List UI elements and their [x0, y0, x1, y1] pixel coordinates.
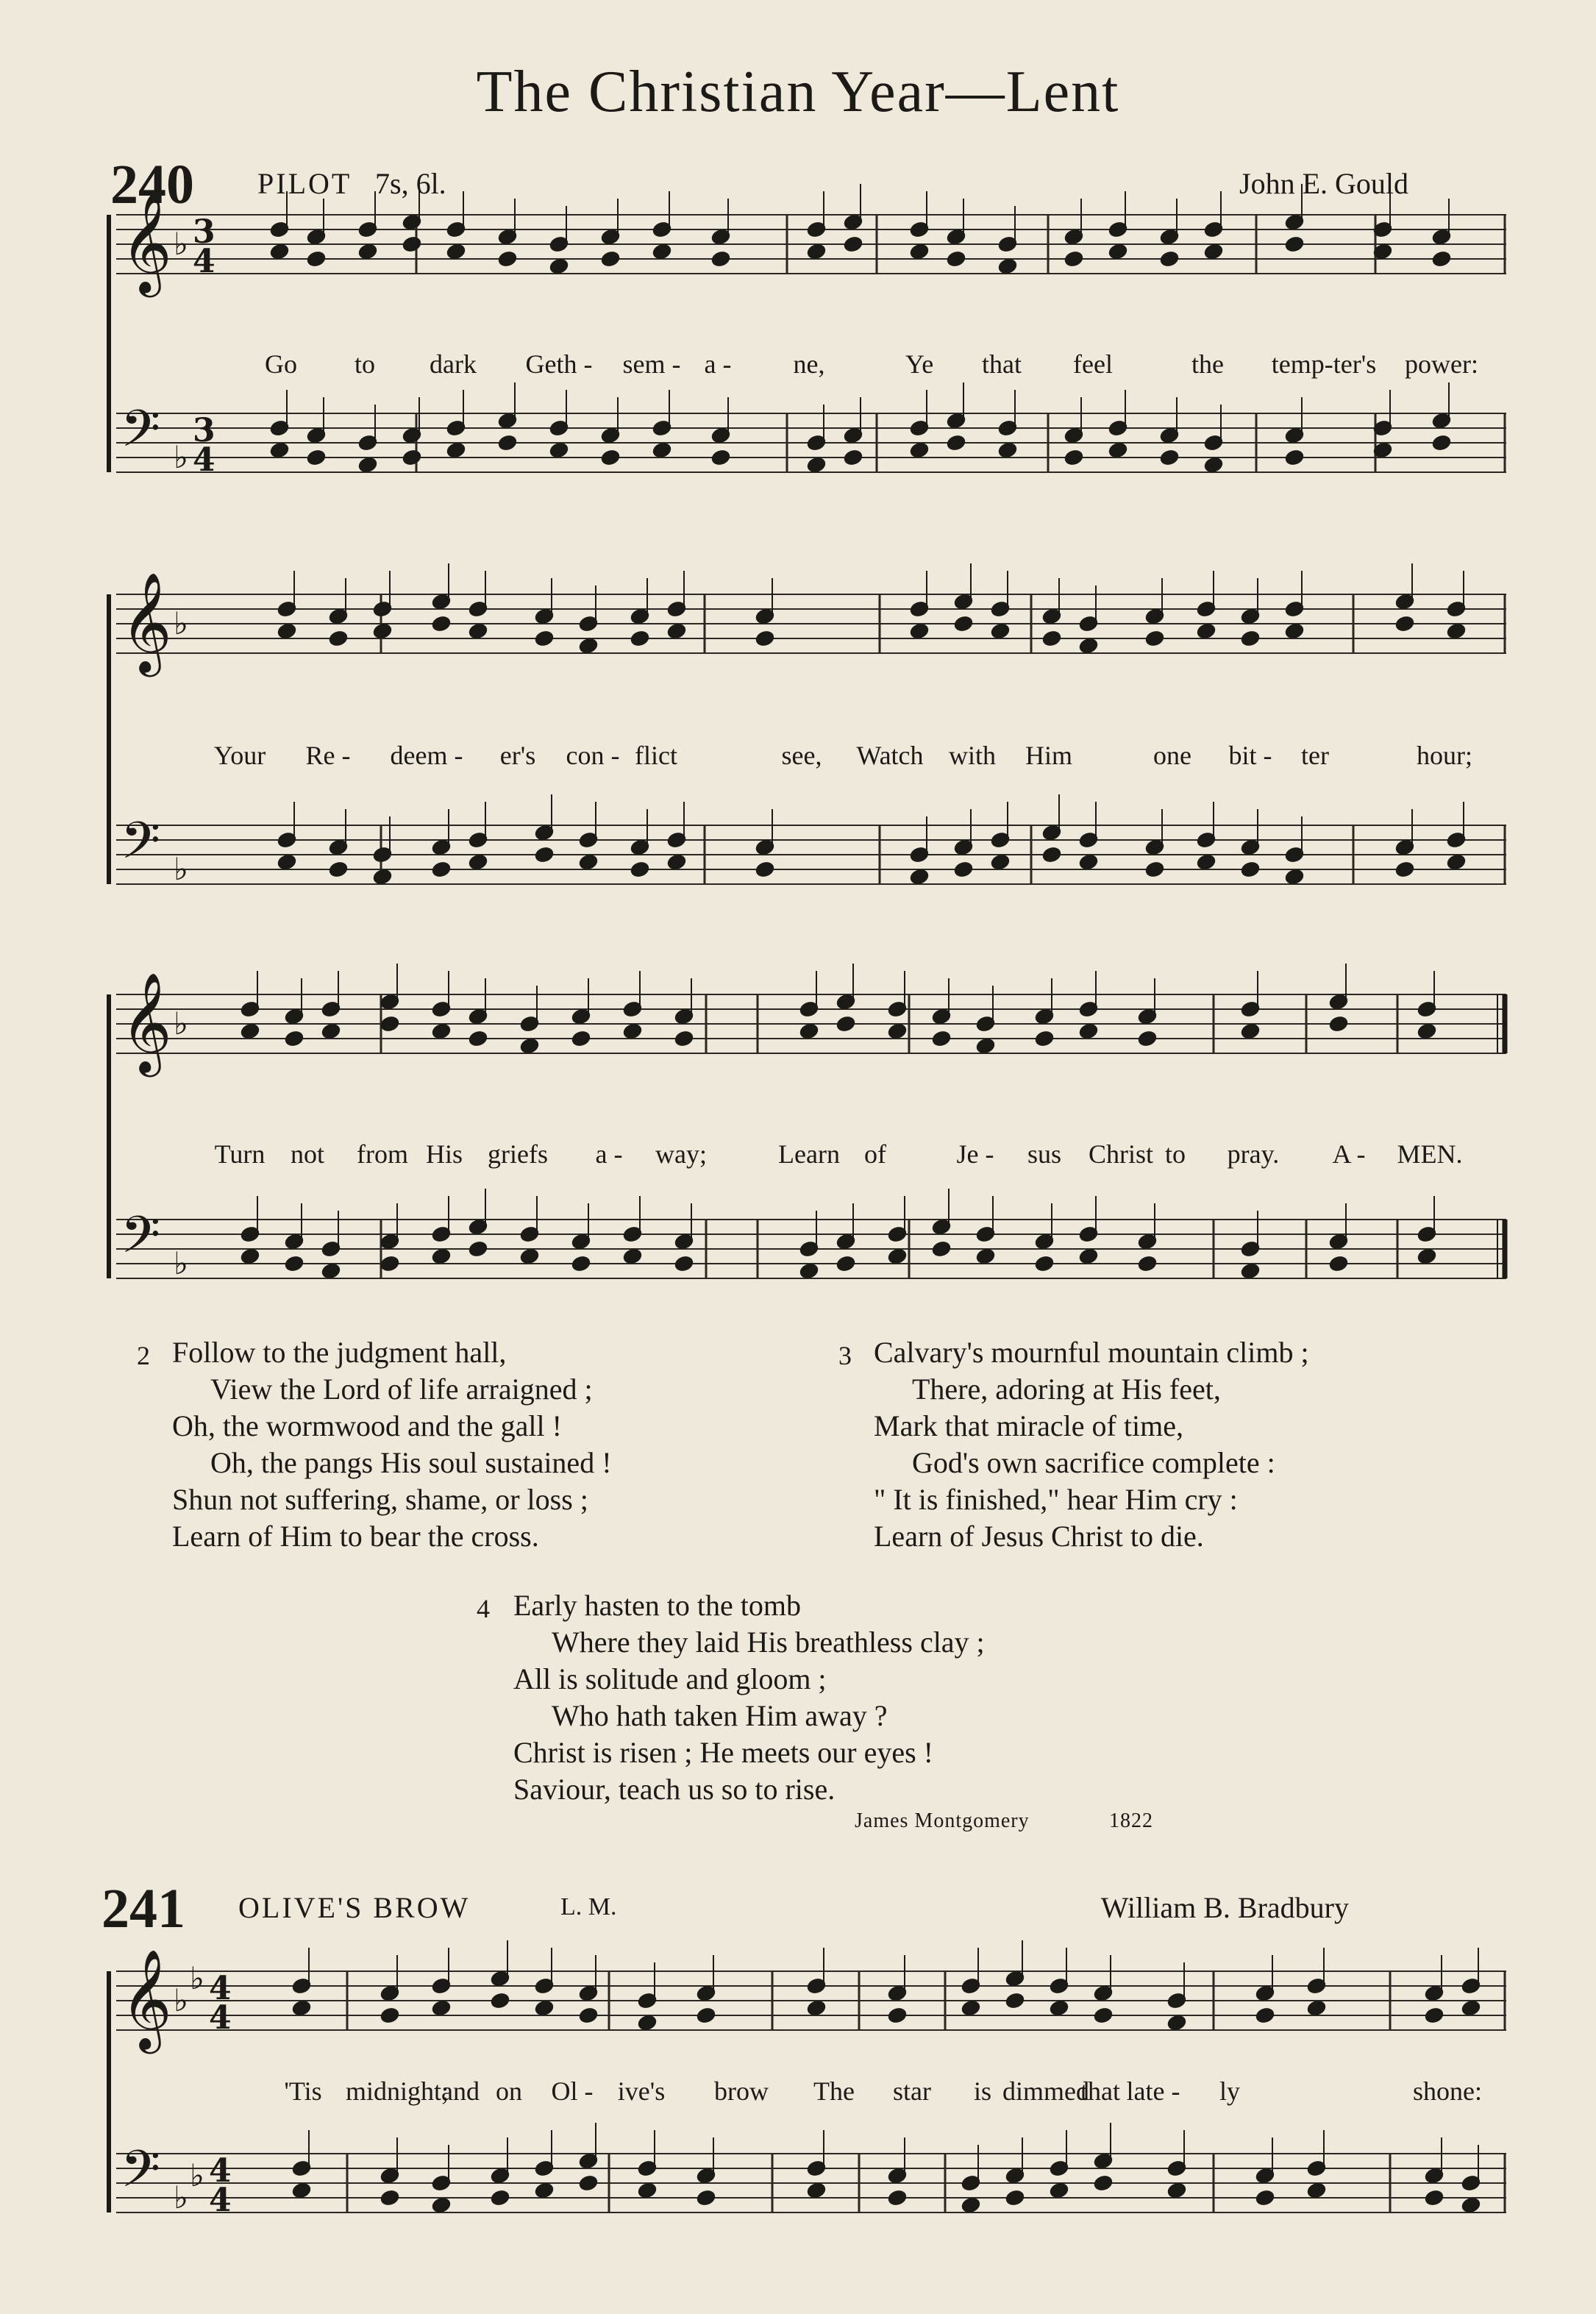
notehead	[844, 449, 863, 466]
lyric-syllable: dimmed	[1002, 2076, 1089, 2106]
notehead	[1079, 1023, 1098, 1040]
notehead	[549, 442, 569, 459]
notehead	[976, 1248, 995, 1265]
notehead	[1108, 243, 1127, 260]
notehead	[241, 1023, 260, 1040]
flat-icon: ♭	[174, 1982, 188, 2018]
stanza-2	[172, 1334, 612, 1555]
notehead	[1197, 854, 1216, 871]
notehead	[446, 442, 466, 459]
lyric-syllable: a -	[595, 1139, 623, 1169]
stanza-line: Where they laid His breathless clay ;	[552, 1626, 985, 1659]
stanza-line: Learn of Jesus Christ to die.	[874, 1520, 1204, 1553]
notehead	[446, 243, 466, 260]
lyric-syllable: power:	[1405, 349, 1478, 379]
notehead	[1138, 1030, 1157, 1047]
notehead	[469, 623, 488, 640]
stanza-line: Mark that miracle of time,	[874, 1409, 1183, 1442]
notehead	[1197, 623, 1216, 640]
lyric-syllable: A -	[1332, 1139, 1366, 1169]
notehead	[1094, 2175, 1113, 2192]
notehead	[1285, 869, 1304, 886]
notehead	[498, 435, 517, 452]
lyric-syllable: one	[1153, 741, 1191, 770]
lyric-syllable: bit -	[1228, 741, 1272, 770]
notehead	[1255, 2007, 1275, 2024]
notehead	[1329, 1256, 1348, 1272]
time-signature: 3	[193, 213, 215, 251]
stanza-4	[513, 1587, 985, 1808]
notehead	[1108, 442, 1127, 459]
lyric-syllable: on	[496, 2076, 522, 2106]
lyric-syllable: Him	[1025, 741, 1073, 770]
notehead	[571, 1030, 591, 1047]
notehead	[535, 847, 554, 864]
lyric-syllable: sus	[1027, 1139, 1062, 1169]
notehead	[402, 449, 421, 466]
notehead	[241, 1248, 260, 1265]
notehead	[1145, 630, 1164, 647]
notehead	[292, 2182, 311, 2199]
notehead	[807, 243, 826, 260]
stanza-line: Follow to the judgment hall,	[172, 1336, 507, 1369]
notehead	[432, 1248, 451, 1265]
stanza-line: View the Lord of life arraigned ;	[210, 1373, 593, 1406]
notehead	[1160, 251, 1179, 268]
notehead	[373, 623, 392, 640]
lyric-syllable: deem -	[390, 741, 463, 770]
lyric-syllable: Go	[265, 349, 297, 379]
notehead	[1285, 236, 1304, 253]
notehead	[932, 1241, 951, 1258]
notehead	[976, 1038, 995, 1055]
notehead	[1064, 449, 1083, 466]
notehead	[373, 869, 392, 886]
notehead	[469, 854, 488, 871]
notehead	[277, 854, 296, 871]
notehead	[432, 1023, 451, 1040]
lyric-syllable: way;	[655, 1139, 707, 1169]
stanza-line: " It is finished," hear Him cry :	[874, 1483, 1238, 1516]
lyric-syllable: sem -	[622, 349, 681, 379]
stanza-line: God's own sacrifice complete :	[912, 1446, 1275, 1479]
notehead	[910, 243, 929, 260]
lyric-syllable: griefs	[488, 1139, 548, 1169]
notehead	[998, 258, 1017, 275]
lyric-syllable: pray.	[1227, 1139, 1280, 1169]
notehead	[1079, 854, 1098, 871]
lyric-syllable: ne,	[793, 349, 825, 379]
lyric-syllable: ly	[1219, 2076, 1241, 2106]
page-title: The Christian Year—Lent	[476, 60, 1120, 124]
notehead	[711, 251, 730, 268]
flat-icon: ♭	[190, 1960, 204, 1996]
stanza-line: Saviour, teach us so to rise.	[513, 1773, 836, 1806]
notehead	[888, 2190, 907, 2207]
notehead	[1255, 2190, 1275, 2207]
lyric-syllable: and	[441, 2076, 480, 2106]
flat-icon: ♭	[174, 1005, 188, 1042]
notehead	[579, 854, 598, 871]
notehead	[277, 623, 296, 640]
notehead	[1329, 1016, 1348, 1033]
notehead	[991, 854, 1010, 871]
notehead	[652, 243, 671, 260]
notehead	[674, 1256, 694, 1272]
notehead	[1035, 1030, 1054, 1047]
notehead	[667, 623, 686, 640]
notehead	[535, 2182, 554, 2199]
lyric-syllable: midnight;	[345, 2076, 449, 2106]
notehead	[491, 1993, 510, 2009]
lyric-syllable: not	[290, 1139, 325, 1169]
notehead	[549, 258, 569, 275]
notehead	[1307, 2182, 1326, 2199]
lyric-syllable: er's	[499, 741, 536, 770]
notehead	[1042, 847, 1061, 864]
notehead	[652, 442, 671, 459]
flat-icon: ♭	[174, 439, 188, 475]
lyric-syllable: Ye	[905, 349, 934, 379]
notehead	[1079, 638, 1098, 655]
stanza-line: Learn of Him to bear the cross.	[172, 1520, 539, 1553]
notehead	[1425, 2007, 1444, 2024]
notehead	[836, 1016, 855, 1033]
notehead	[579, 2007, 598, 2024]
notehead	[932, 1030, 951, 1047]
stanza-line: Early hasten to the tomb	[513, 1589, 802, 1622]
notehead	[638, 2182, 657, 2199]
notehead	[601, 449, 620, 466]
flat-icon: ♭	[174, 2179, 188, 2215]
notehead	[307, 449, 326, 466]
stanza-number: 4	[477, 1594, 490, 1623]
notehead	[1285, 623, 1304, 640]
notehead	[755, 861, 774, 878]
lyric-syllable: Ol -	[551, 2076, 594, 2106]
lyric-syllable: dark	[430, 349, 477, 379]
notehead	[601, 251, 620, 268]
notehead	[623, 1023, 642, 1040]
lyric-syllable: Geth -	[525, 349, 593, 379]
notehead	[1204, 243, 1223, 260]
stanza-number: 2	[137, 1341, 150, 1370]
notehead	[888, 2007, 907, 2024]
lyric-syllable: with	[948, 741, 997, 770]
lyric-syllable: see,	[781, 741, 822, 770]
treble-clef-icon: 𝄞	[121, 571, 172, 672]
notehead	[954, 861, 973, 878]
notehead	[998, 442, 1017, 459]
notehead	[1138, 1256, 1157, 1272]
hymn-241-header	[101, 1877, 1486, 1940]
notehead	[1241, 1263, 1260, 1280]
notehead	[1425, 2190, 1444, 2207]
notehead	[1395, 616, 1414, 633]
notehead	[1417, 1248, 1436, 1265]
notehead	[697, 2190, 716, 2207]
notehead	[432, 2000, 451, 2017]
notehead	[630, 630, 649, 647]
notehead	[270, 442, 289, 459]
lyric-syllable: of	[864, 1139, 886, 1169]
lyric-syllable: 'Tis	[284, 2076, 322, 2106]
lyric-syllable: from	[357, 1139, 408, 1169]
notehead	[961, 2197, 980, 2214]
notehead	[1241, 861, 1260, 878]
flat-icon: ♭	[174, 605, 188, 641]
stanza-line: Oh, the pangs His soul sustained !	[210, 1446, 612, 1479]
notehead	[1447, 854, 1466, 871]
stanza-3	[874, 1334, 1309, 1555]
notehead	[535, 630, 554, 647]
lyric-syllable: that	[982, 349, 1022, 379]
lyric-syllable: feel	[1073, 349, 1113, 379]
notehead	[579, 2175, 598, 2192]
stanza-number: 3	[838, 1341, 852, 1370]
notehead	[1160, 449, 1179, 466]
flat-icon: ♭	[174, 851, 188, 887]
notehead	[321, 1023, 341, 1040]
time-signature: 4	[209, 2182, 232, 2219]
tune-meter: 7s, 6l.	[375, 167, 446, 200]
tune-name: PILOT	[257, 167, 352, 200]
lyric-syllable: Your	[213, 741, 266, 770]
notehead	[469, 1030, 488, 1047]
notehead	[807, 457, 826, 474]
notehead	[358, 457, 377, 474]
notehead	[380, 1256, 399, 1272]
notehead	[1285, 449, 1304, 466]
lyric-syllable: late -	[1126, 2076, 1180, 2106]
notehead	[888, 1248, 907, 1265]
notehead	[307, 251, 326, 268]
hymn-year: 1822	[1109, 1809, 1153, 1832]
notehead	[630, 861, 649, 878]
notehead	[1204, 457, 1223, 474]
notehead	[571, 1256, 591, 1272]
lyric-syllable: to	[1164, 1139, 1186, 1169]
notehead	[755, 630, 774, 647]
lyric-syllable: star	[893, 2076, 931, 2106]
notehead	[380, 2007, 399, 2024]
notehead	[836, 1256, 855, 1272]
time-signature: 4	[209, 1999, 232, 2037]
treble-clef-icon: 𝄞	[121, 1948, 172, 2049]
notehead	[380, 2190, 399, 2207]
notehead	[329, 630, 348, 647]
notehead	[1461, 2197, 1481, 2214]
notehead	[954, 616, 973, 633]
notehead	[285, 1030, 304, 1047]
lyric-syllable: is	[973, 2076, 992, 2106]
hymn-author: James Montgomery	[855, 1809, 1030, 1832]
notehead	[638, 2015, 657, 2032]
notehead	[1241, 1023, 1260, 1040]
notehead	[947, 251, 966, 268]
notehead	[910, 869, 929, 886]
stanza-line: Calvary's mournful mountain climb ;	[874, 1336, 1309, 1369]
notehead	[1005, 1993, 1025, 2009]
stanza-line: All is solitude and gloom ;	[513, 1662, 827, 1695]
notehead	[432, 2197, 451, 2214]
lyric-syllable: Watch	[856, 741, 924, 770]
notehead	[520, 1038, 539, 1055]
notehead	[1461, 2000, 1481, 2017]
notehead	[888, 1023, 907, 1040]
notehead	[1079, 1248, 1098, 1265]
notehead	[1050, 2000, 1069, 2017]
lyric-syllable: Turn	[214, 1139, 266, 1169]
notehead	[807, 2000, 826, 2017]
notehead	[674, 1030, 694, 1047]
stanza-line: Shun not suffering, shame, or loss ;	[172, 1483, 588, 1516]
lyric-syllable: that	[1080, 2076, 1120, 2106]
lyric-syllable: a -	[704, 349, 732, 379]
notehead	[623, 1248, 642, 1265]
notehead	[579, 638, 598, 655]
notehead	[799, 1023, 819, 1040]
lyric-syllable: ter	[1301, 741, 1329, 770]
lyric-syllable: con -	[566, 741, 620, 770]
notehead	[1167, 2182, 1186, 2199]
notehead	[991, 623, 1010, 640]
notehead	[1050, 2182, 1069, 2199]
notehead	[711, 449, 730, 466]
time-signature: 4	[209, 1970, 232, 2007]
notehead	[520, 1248, 539, 1265]
tune-meter: L. M.	[560, 1893, 617, 1920]
bass-clef-icon: 𝄢	[121, 811, 161, 883]
time-signature: 3	[193, 412, 215, 449]
notehead	[321, 1263, 341, 1280]
notehead	[1064, 251, 1083, 268]
notehead	[1432, 251, 1451, 268]
time-signature: 4	[193, 441, 215, 479]
lyric-syllable: brow	[714, 2076, 769, 2106]
flat-icon: ♭	[190, 2157, 204, 2193]
notehead	[402, 236, 421, 253]
notehead	[1167, 2015, 1186, 2032]
notehead	[1395, 861, 1414, 878]
notehead	[1241, 630, 1260, 647]
notehead	[1042, 630, 1061, 647]
notehead	[1145, 861, 1164, 878]
notehead	[799, 1263, 819, 1280]
notehead	[498, 251, 517, 268]
lyric-syllable: the	[1191, 349, 1224, 379]
lyric-syllable: to	[354, 349, 376, 379]
notehead	[358, 243, 377, 260]
lyric-syllable: Christ	[1088, 1139, 1154, 1169]
stanza-line: Who hath taken Him away ?	[552, 1699, 888, 1732]
treble-clef-icon: 𝄞	[121, 971, 172, 1072]
notehead	[535, 2000, 554, 2017]
hymn-number: 240	[110, 154, 194, 216]
time-signature: 4	[209, 2152, 232, 2190]
bass-clef-icon: 𝄢	[121, 399, 161, 471]
stanza-line: There, adoring at His feet,	[912, 1373, 1221, 1406]
lyric-syllable: ive's	[617, 2076, 666, 2106]
notehead	[667, 854, 686, 871]
notehead	[469, 1241, 488, 1258]
notehead	[1035, 1256, 1054, 1272]
lyric-syllable: flict	[635, 741, 677, 770]
lyric-syllable: His	[425, 1139, 463, 1169]
lyric-syllable: hour;	[1417, 741, 1472, 770]
bass-clef-icon: 𝄢	[121, 2139, 161, 2211]
notehead	[961, 2000, 980, 2017]
stanza-line: Oh, the wormwood and the gall !	[172, 1409, 562, 1442]
lyric-syllable: The	[813, 2076, 855, 2106]
notehead	[285, 1256, 304, 1272]
lyric-syllable: Je -	[956, 1139, 994, 1169]
flat-icon: ♭	[174, 226, 188, 262]
notehead	[1094, 2007, 1113, 2024]
notehead	[1432, 435, 1451, 452]
treble-clef-icon: 𝄞	[121, 191, 172, 293]
notehead	[1005, 2190, 1025, 2207]
notehead	[947, 435, 966, 452]
notehead	[329, 861, 348, 878]
tune-name: OLIVE'S BROW	[238, 1891, 471, 1924]
notehead	[292, 2000, 311, 2017]
notehead	[270, 243, 289, 260]
notehead	[844, 236, 863, 253]
flat-icon: ♭	[174, 1245, 188, 1281]
notehead	[432, 861, 451, 878]
time-signature: 4	[193, 243, 215, 280]
lyric-syllable: shone:	[1413, 2076, 1482, 2106]
composer: William B. Bradbury	[1100, 1891, 1349, 1924]
notehead	[432, 616, 451, 633]
notehead	[1447, 623, 1466, 640]
notehead	[807, 2182, 826, 2199]
notehead	[1307, 2000, 1326, 2017]
lyric-syllable: MEN.	[1397, 1139, 1463, 1169]
notehead	[491, 2190, 510, 2207]
hymn-number: 241	[101, 1878, 185, 1940]
notehead	[910, 623, 929, 640]
lyric-syllable: Re -	[305, 741, 351, 770]
composer: John E. Gould	[1239, 167, 1408, 200]
lyric-syllable: Learn	[778, 1139, 840, 1169]
lyric-syllable: temp-ter's	[1271, 349, 1377, 379]
stanza-line: Christ is risen ; He meets our eyes !	[513, 1736, 933, 1769]
bass-clef-icon: 𝄢	[121, 1205, 161, 1277]
notehead	[380, 1016, 399, 1033]
notehead	[910, 442, 929, 459]
notehead	[697, 2007, 716, 2024]
notehead	[1417, 1023, 1436, 1040]
